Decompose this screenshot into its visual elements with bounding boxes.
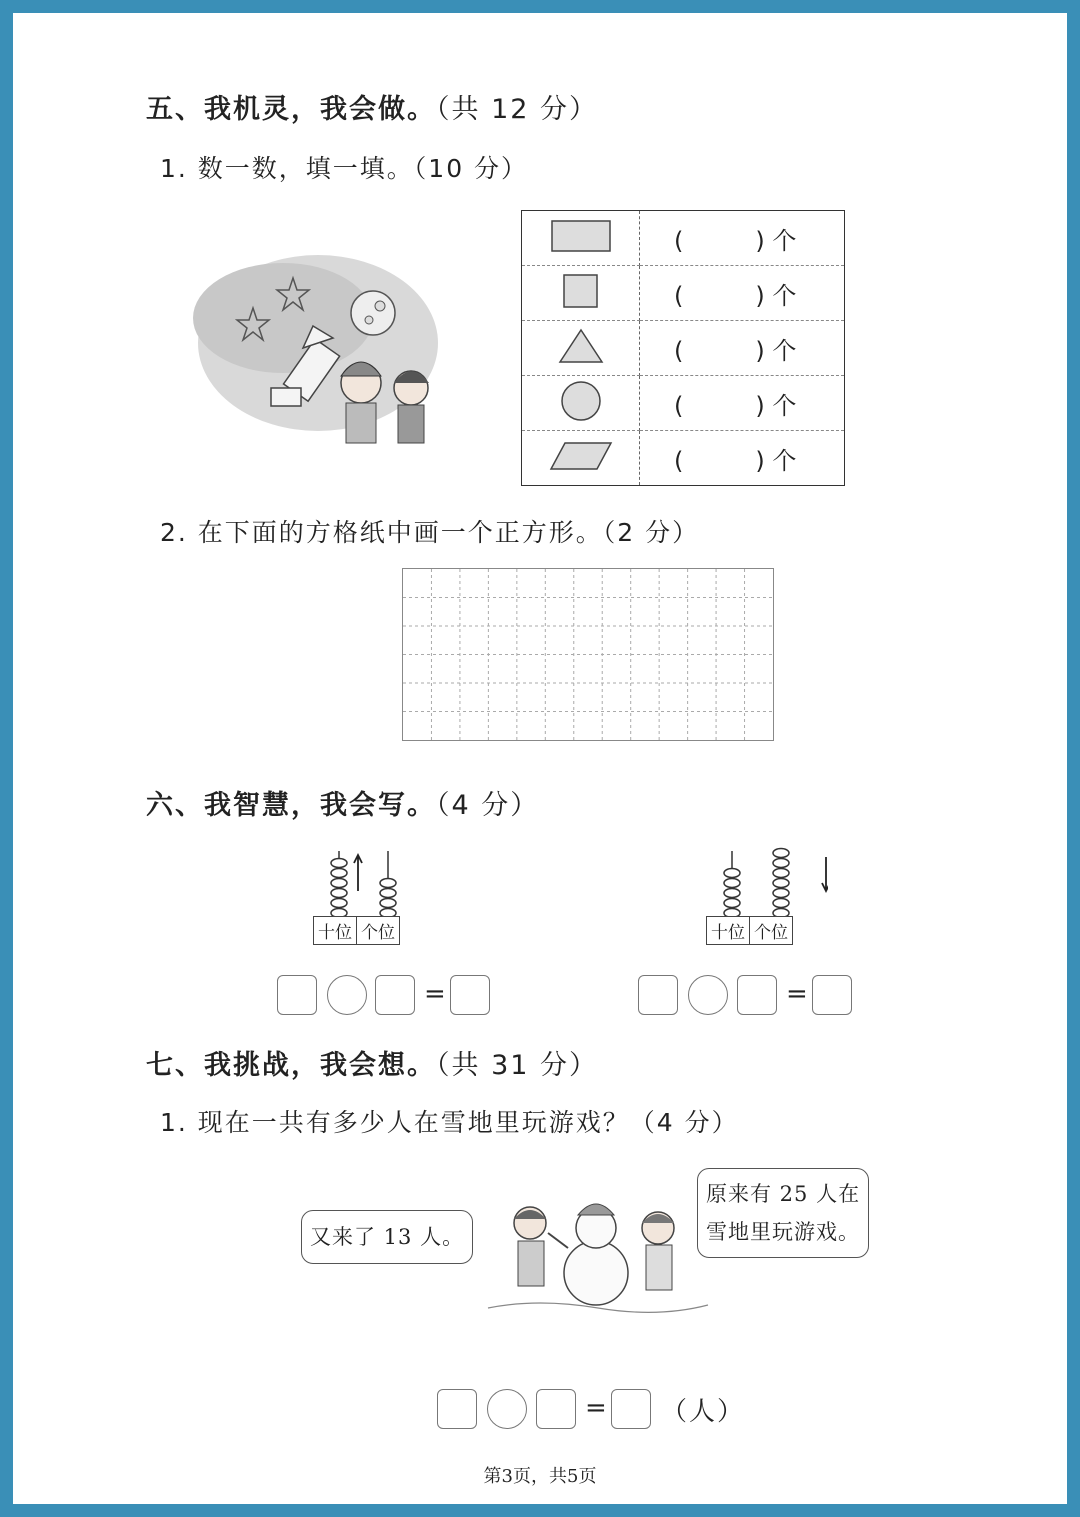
speech-bubble-right: 原来有 25 人在 雪地里玩游戏。: [697, 1168, 869, 1258]
equation-box[interactable]: [536, 1389, 576, 1429]
table-row: [522, 376, 845, 431]
table-row: [522, 266, 845, 321]
answer-blank-parallelogram[interactable]: ( ) 个: [674, 446, 797, 475]
table-row: [522, 431, 845, 486]
abacus-bead: [773, 869, 789, 878]
abacus-bead: [773, 889, 789, 898]
abacus-bead: [331, 889, 347, 898]
abacus-bead: [331, 859, 347, 868]
abacus-bead: [724, 889, 740, 898]
operator-circle[interactable]: [688, 975, 728, 1015]
answer-box[interactable]: [812, 975, 852, 1015]
equals-sign: =: [585, 1393, 607, 1423]
ones-label: 个位: [750, 917, 793, 945]
drawing-grid[interactable]: [402, 568, 774, 741]
equation-box[interactable]: [638, 975, 678, 1015]
snowman-kids-illustration: [478, 1173, 718, 1323]
table-row: [522, 211, 845, 266]
place-value-labels-right: [706, 916, 793, 945]
abacus-bead: [773, 859, 789, 868]
worksheet-page: [13, 13, 1067, 1504]
abacus-bead: [724, 869, 740, 878]
equals-sign: =: [786, 979, 808, 1009]
operator-circle[interactable]: [487, 1389, 527, 1429]
section-five-heading: 五、我机灵，我会做。（共 12 分）: [146, 94, 599, 125]
arrow-up-icon: [354, 855, 362, 891]
answer-blank-rectangle[interactable]: ( ) 个: [640, 211, 845, 266]
abacus-bead: [380, 889, 396, 898]
abacus-bead: [331, 899, 347, 908]
tens-label: 十位: [314, 917, 357, 945]
answer-box[interactable]: [611, 1389, 651, 1429]
abacus-bead: [724, 899, 740, 908]
answer-box[interactable]: [450, 975, 490, 1015]
triangle-icon: [558, 327, 604, 365]
operator-circle[interactable]: [327, 975, 367, 1015]
equation-box[interactable]: [277, 975, 317, 1015]
abacus-bead: [724, 879, 740, 888]
unit-label: （人）: [661, 1397, 746, 1427]
section-seven-heading: 七、我挑战，我会想。（共 31 分）: [146, 1050, 599, 1081]
answer-blank-triangle[interactable]: ( ) 个: [640, 321, 845, 376]
shape-count-table: [521, 210, 845, 486]
rectangle-icon: [550, 219, 612, 253]
square-icon: [562, 273, 600, 309]
abacus-bead: [380, 879, 396, 888]
place-value-labels-left: [313, 916, 400, 945]
question-7-1: 1. 现在一共有多少人在雪地里玩游戏？（4 分）: [160, 1108, 739, 1137]
abacus-right: [708, 843, 828, 923]
rocket-kids-illustration: [193, 248, 443, 448]
section-six-heading: 六、我智慧，我会写。（4 分）: [146, 790, 540, 821]
abacus-bead: [380, 899, 396, 908]
equation-box[interactable]: [737, 975, 777, 1015]
circle-icon: [559, 379, 603, 423]
abacus-bead: [773, 849, 789, 858]
equation-box[interactable]: [375, 975, 415, 1015]
answer-blank-square[interactable]: ( ) 个: [640, 266, 845, 321]
speech-bubble-left: 又来了 13 人。: [301, 1210, 473, 1264]
table-row: [522, 321, 845, 376]
question-5-2: 2. 在下面的方格纸中画一个正方形。（2 分）: [160, 518, 700, 547]
abacus-bead: [773, 879, 789, 888]
abacus-left: [315, 843, 415, 923]
abacus-bead: [331, 879, 347, 888]
equation-box[interactable]: [437, 1389, 477, 1429]
arrow-down-icon: [822, 857, 828, 891]
question-5-1: 1. 数一数，填一填。（10 分）: [160, 154, 529, 183]
parallelogram-icon: [549, 440, 613, 472]
page-footer: 第3页，共5页: [483, 1466, 597, 1487]
tens-label: 十位: [707, 917, 750, 945]
answer-blank-circle[interactable]: ( ) 个: [640, 376, 845, 431]
grid-lines: [403, 569, 773, 740]
equals-sign: =: [424, 979, 446, 1009]
abacus-bead: [773, 899, 789, 908]
abacus-bead: [331, 869, 347, 878]
ones-label: 个位: [357, 917, 400, 945]
